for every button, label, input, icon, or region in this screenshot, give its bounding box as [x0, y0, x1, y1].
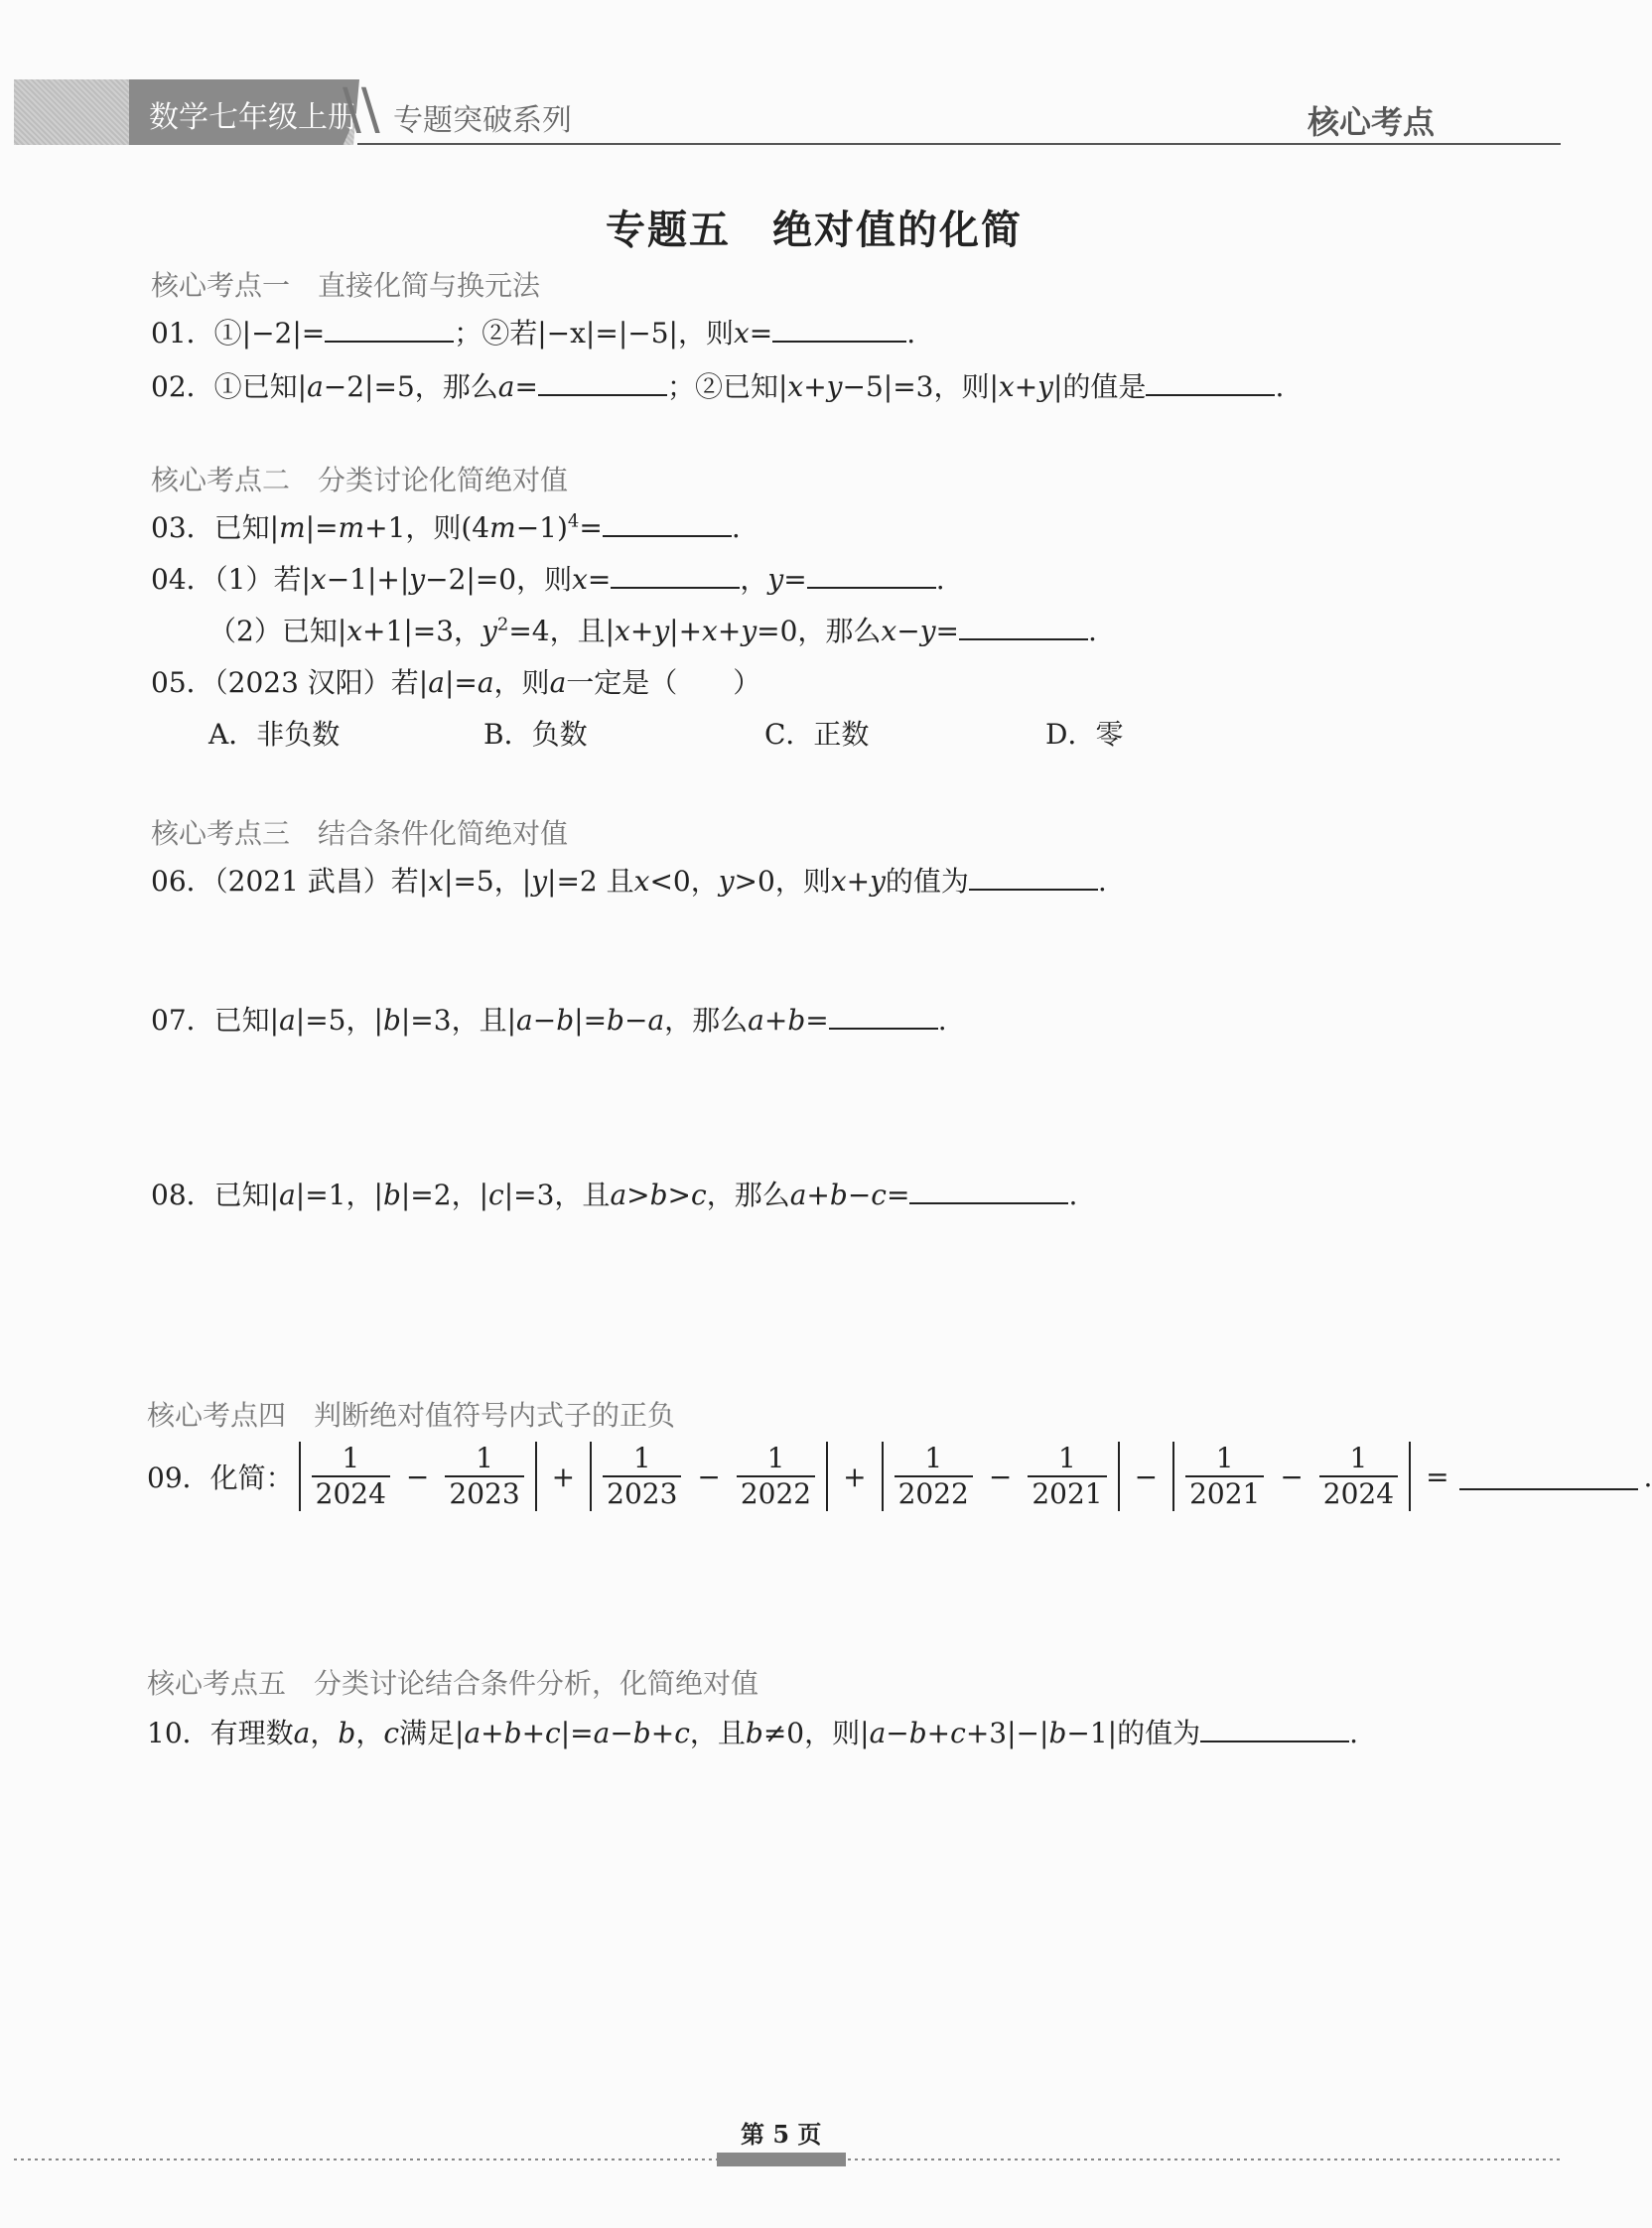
abs-bar: [826, 1442, 828, 1511]
q03-number: 03．: [151, 511, 214, 544]
q10-blank: [1200, 1740, 1349, 1742]
question-04-part-2: （2）已知|x+1|=3，$y^2=4$，且|x+y|+x+y=0，那么x−y= .: [208, 614, 1097, 647]
question-10: 10．有理数a，b，c满足|a+b+c|=a−b+c，且b≠0，则|a−b+c+3|−|b−1|的值为 .: [147, 1717, 1358, 1749]
section-1-heading: 核心考点一 直接化简与换元法: [151, 269, 541, 302]
q06-blank: [969, 888, 1098, 891]
section-5-heading: 核心考点五 分类讨论结合条件分析，化简绝对值: [147, 1667, 759, 1700]
header-series: 专题突破系列: [393, 103, 572, 138]
footer-bar: [717, 2153, 846, 2166]
fraction: $\frac{1}{2021}$: [1028, 1442, 1106, 1511]
abs-bar: [590, 1442, 592, 1511]
section-3-heading: 核心考点三 结合条件化简绝对值: [151, 817, 569, 850]
section-4-heading: 核心考点四 判断绝对值符号内式子的正负: [147, 1399, 676, 1432]
fraction: $\frac{1}{2021}$: [1185, 1442, 1264, 1511]
question-08: 08．已知|a|=1，|b|=2，|c|=3，且a>b>c，那么a+b−c= .: [151, 1179, 1078, 1211]
fraction: $\frac{1}{2023}$: [603, 1442, 681, 1511]
header-underline: [357, 143, 1561, 145]
q05-number: 05．: [151, 666, 214, 699]
question-06: 06．（2021 武昌）若|x|=5，|y|=2 且x<0，y>0，则x+y的值为 .: [151, 865, 1107, 898]
q01-number: 01．: [151, 317, 214, 349]
q05-option-a: A．非负数: [208, 718, 341, 751]
q05-option-d: D．零: [1045, 718, 1124, 751]
question-03: 03．已知|m|=m+1，则$(4m-1)^4=$ .: [151, 510, 741, 544]
page-number: 第 5 页: [741, 2120, 822, 2149]
question-02: 02．①已知|a−2|=5，那么a= ；②已知|x+y−5|=3，则|x+y|的值是 .: [151, 370, 1285, 403]
q08-number: 08．: [151, 1179, 214, 1211]
section-2-heading: 核心考点二 分类讨论化简绝对值: [151, 464, 569, 496]
question-01: 01．①|−2|= ；②若|−x|=|−5|，则x= .: [151, 317, 916, 349]
q04-blank-3: [959, 637, 1088, 640]
q04-blank-2: [807, 586, 936, 589]
fraction: $\frac{1}{2023}$: [445, 1442, 523, 1511]
q08-blank: [909, 1201, 1068, 1204]
q09-number: 09．: [147, 1462, 210, 1494]
q03-blank: [603, 534, 732, 537]
header-slash-icon: \\: [343, 77, 380, 142]
q01-blank-1: [325, 340, 454, 343]
fraction: $\frac{1}{2024}$: [1319, 1442, 1398, 1511]
q05-option-b: B．负数: [483, 718, 588, 751]
abs-bar: [1118, 1442, 1120, 1511]
q02-blank-1: [538, 393, 667, 396]
question-04-part-1: 04．（1）若|x−1|+|y−2|=0，则x= ，y= .: [151, 563, 945, 596]
question-09: 09． 化简： $\frac{1}{2024}$ − $\frac{1}{2023}$ + $\frac{1}{2023}$ − $\frac{1}{2022}$ + $\frac{1}{2022}$ − $\frac{1}{2021}$ − $\frac{1}{2021}$ − $\frac{1}{2024}$ = .: [147, 1442, 1652, 1510]
q02-number: 02．: [151, 370, 214, 403]
q04-number: 04．: [151, 563, 214, 596]
header-right-title: 核心考点: [1308, 103, 1436, 141]
abs-bar: [1409, 1442, 1411, 1511]
abs-bar: [535, 1442, 537, 1511]
q07-number: 07．: [151, 1004, 214, 1037]
question-07: 07．已知|a|=5，|b|=3，且|a−b|=b−a，那么a+b= .: [151, 1004, 947, 1037]
q05-option-c: C．正数: [764, 718, 870, 751]
q01-blank-2: [772, 340, 906, 343]
header-grade: 数学七年级上册: [149, 100, 357, 135]
q04-blank-1: [611, 586, 740, 589]
q06-number: 06．: [151, 865, 214, 898]
page-title: 专题五 绝对值的化简: [606, 207, 1023, 253]
fraction: $\frac{1}{2024}$: [312, 1442, 390, 1511]
fraction: $\frac{1}{2022}$: [895, 1442, 973, 1511]
abs-bar: [299, 1442, 301, 1511]
fraction: $\frac{1}{2022}$: [737, 1442, 815, 1511]
abs-bar: [882, 1442, 884, 1511]
q07-blank: [829, 1027, 938, 1030]
q02-blank-2: [1146, 393, 1275, 396]
abs-bar: [1172, 1442, 1174, 1511]
q09-blank: [1459, 1487, 1638, 1490]
q10-number: 10．: [147, 1717, 210, 1749]
question-05: 05．（2023 汉阳）若|a|=a，则a一定是（ ）: [151, 666, 761, 699]
